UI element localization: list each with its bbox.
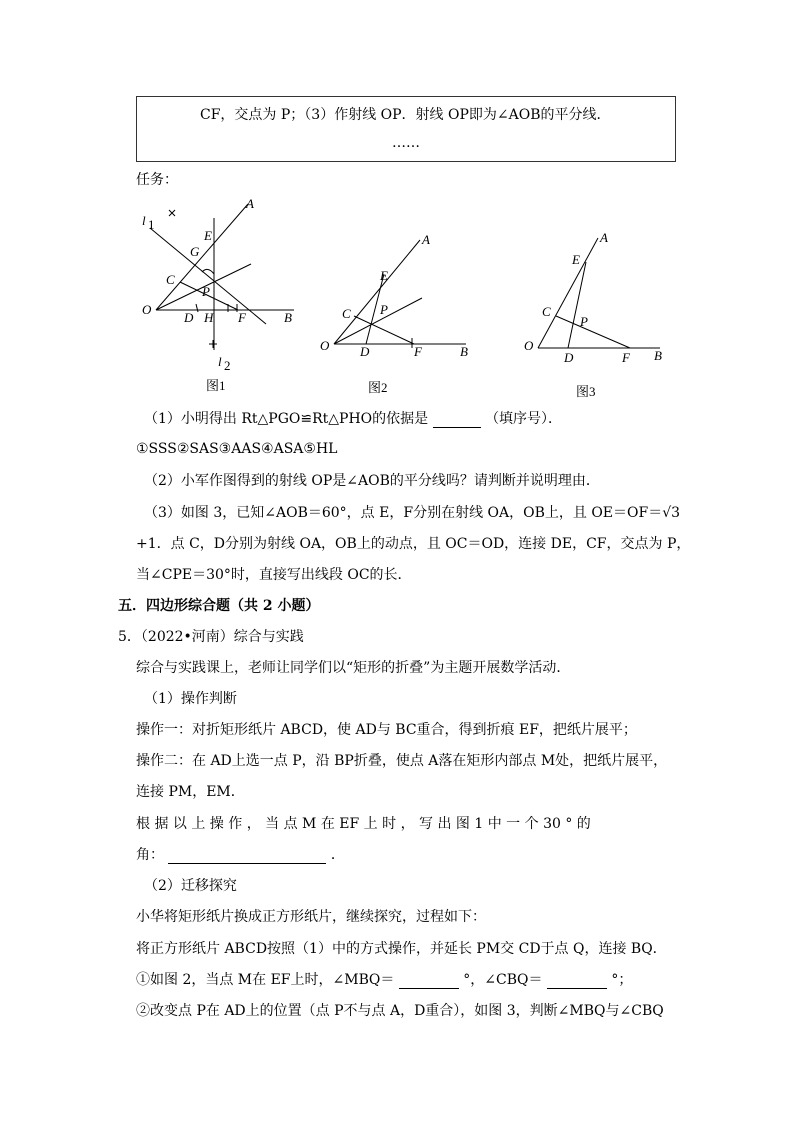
problem-5-ask-1: 根 据 以 上 操 作 ， 当 点 M 在 EF 上 时 ， 写 出 图 1 中 一 个 30 ° 的 (136, 816, 591, 832)
fig3-label-E: E (572, 252, 580, 267)
fig1-label-F: F (238, 310, 246, 325)
answer-blank-q1[interactable] (433, 413, 481, 428)
question-1: （1）小明得出 Rt△PGO≌Rt△PHO的依据是 （填序号）． (144, 411, 563, 427)
fig2-label-E: E (380, 268, 388, 283)
fig2-label-A: A (422, 232, 430, 247)
answer-blank-mbq[interactable] (399, 974, 459, 989)
fig2-caption: 图2 (368, 380, 388, 395)
fig1-label-B: B (284, 310, 292, 325)
problem-5-op-2b: 连接 PM，EM． (136, 784, 245, 800)
fig2-label-O: O (320, 338, 330, 353)
question-2: （2）小军作图得到的射线 OP是∠AOB的平分线吗？请判断并说明理由． (144, 473, 600, 489)
fig3-label-C: C (542, 304, 551, 319)
fig3-caption: 图3 (576, 384, 596, 399)
problem-5-part-1: （1）操作判断 (144, 691, 237, 707)
fig1-label-C: C (166, 272, 175, 287)
fig2-label-B: B (460, 344, 468, 359)
answer-blank-30-angle[interactable] (168, 849, 326, 864)
problem-5-proc: 将正方形纸片 ABCD按照（1）中的方式操作，并延长 PM交 CD于点 Q，连接 BQ． (136, 941, 667, 957)
fig1-label-H: H (204, 310, 214, 325)
problem-5-intro: 综合与实践课上，老师让同学们以“矩形的折叠”为主题开展数学活动． (136, 660, 571, 676)
fig2-label-F: F (414, 344, 422, 359)
fig1-caption: 图1 (206, 378, 226, 392)
fig1-label-A: A (246, 196, 254, 211)
fig1-label-E: E (204, 228, 212, 243)
fig2-label-D: D (360, 344, 370, 359)
fig3-label-B: B (654, 348, 662, 363)
problem-5-step-1: ①如图 2，当点 M在 EF上时，∠MBQ＝ °，∠CBQ＝ °； (136, 972, 633, 988)
fig1-label-l1: l (142, 213, 146, 228)
problem-5-step-2: ②改变点 P在 AD上的位置（点 P不与点 A，D重合），如图 3，判断∠MBQ与∠CBQ (136, 1003, 664, 1019)
fig1-label-G: G (190, 244, 200, 259)
task-label: 任务： (136, 172, 178, 188)
section-5-heading: 五．四边形综合题（共 2 小题） (118, 598, 320, 614)
fig3-label-D: D (564, 350, 574, 365)
problem-5-op-1: 操作一：对折矩形纸片 ABCD，使 AD与 BC重合，得到折痕 EF，把纸片展平； (136, 722, 637, 738)
question-3-line-3: 当∠CPE＝30°时，直接写出线段 OC的长． (136, 567, 412, 583)
question-1-options: ①SSS②SAS③AAS④ASA⑤HL (136, 441, 338, 457)
fig1-label-O: O (142, 302, 152, 317)
problem-5-cont: 小华将矩形纸片换成正方形纸片，继续探究，过程如下： (136, 909, 486, 925)
problem-5-header: 5．（2022•河南）综合与实践 (118, 629, 304, 645)
question-3-line-1: （3）如图 3，已知∠AOB＝60°，点 E，F分别在射线 OA，OB上，且 OE＝OF＝√3 (144, 505, 681, 521)
box-line-1: CF，交点为 P；（3）作射线 OP．射线 OP即为∠AOB的平分线． (200, 107, 611, 123)
figure-3 (520, 226, 680, 402)
fig3-label-P: P (580, 314, 588, 329)
problem-5-op-2: 操作二：在 AD上选一点 P，沿 BP折叠，使点 A落在矩形内部点 M处，把纸片展平， (136, 753, 668, 769)
answer-blank-cbq[interactable] (547, 974, 607, 989)
fig3-label-O: O (524, 338, 534, 353)
box-line-2: …… (392, 135, 420, 151)
fig1-label-l1-sub: 1 (148, 217, 155, 232)
figure-1 (136, 192, 306, 392)
fig3-label-F: F (622, 350, 630, 365)
fig1-label-D: D (184, 310, 194, 325)
fig1-label-l2: l (218, 354, 222, 369)
problem-5-part-2: （2）迁移探究 (144, 878, 237, 894)
fig3-label-A: A (600, 230, 608, 245)
figure-2 (316, 228, 476, 398)
fig1-label-l2-sub: 2 (224, 358, 231, 373)
question-3-line-2: +1．点 C，D分别为射线 OA，OB上的动点，且 OC＝OD，连接 DE，CF，交点为 P， (136, 536, 691, 552)
fig1-label-P: P (202, 284, 210, 299)
problem-5-ask-1b: 角： ． (136, 847, 345, 863)
fig2-label-C: C (342, 306, 351, 321)
fig2-label-P: P (380, 302, 388, 317)
